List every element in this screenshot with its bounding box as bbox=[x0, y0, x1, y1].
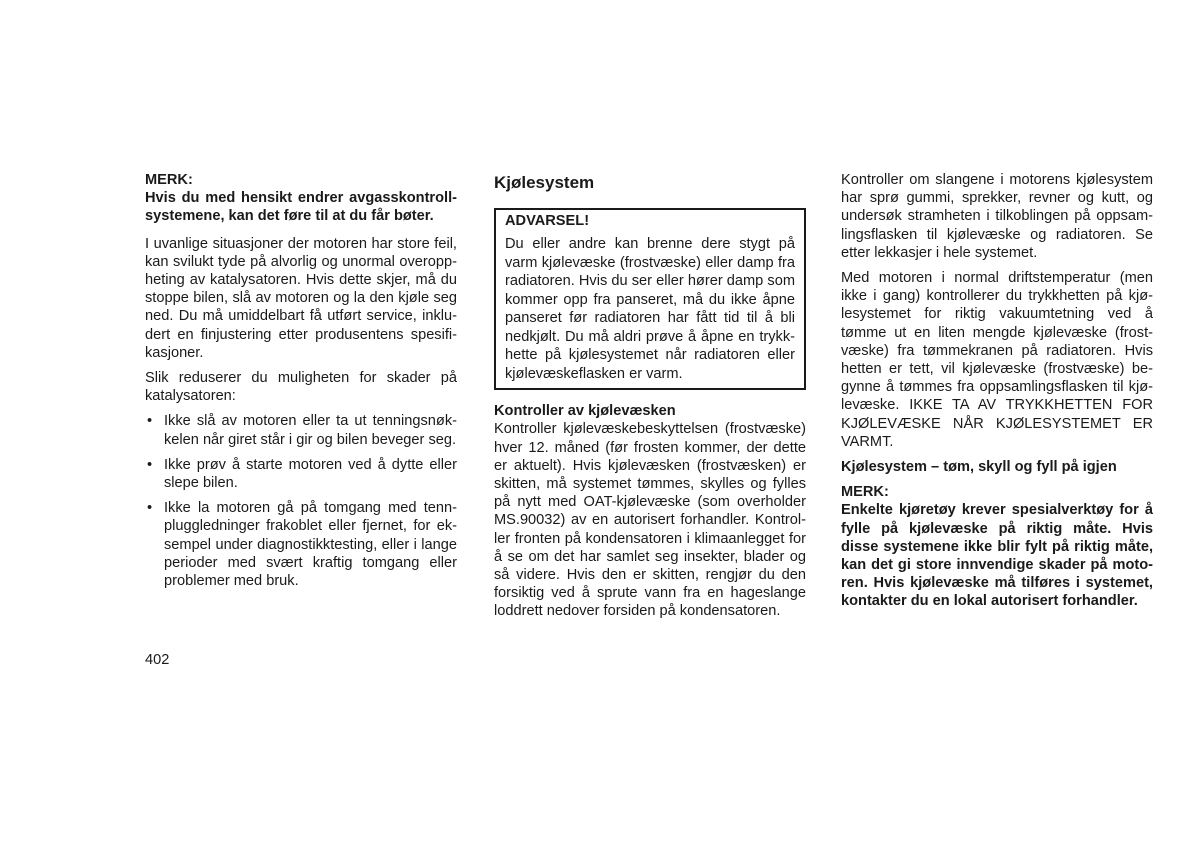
note-text: Enkelte kjøretøy krever spesialverktøy for å fylle på kjølevæske på riktig måte. Hvis disse systemene ikke blir fylt på riktig måte, kan det gi store innvendige skader på moto-ren. Hvis kjølevæske må tilføres i systemet, kontakter du en lokal autorisert forhandler. bbox=[841, 502, 1153, 610]
warning-title: ADVARSEL! bbox=[505, 213, 590, 229]
left-column bbox=[145, 171, 457, 597]
bullet-icon: • bbox=[147, 413, 153, 430]
bullet-text: Ikke prøv å starte motoren ved å dytte eller slepe bilen. bbox=[164, 456, 457, 492]
bullet-icon: • bbox=[147, 500, 153, 517]
section-title: Kjølesystem bbox=[494, 173, 595, 192]
paragraph: I uvanlige situasjoner der motoren har store feil, kan svilukt tyde på alvorlig og unormal overopp-heting av katalysatoren. Hvis dette skjer, må du stoppe bilen, slå av motoren og la den kjøle seg ned. Du må umiddelbart få utført service, inklu-dert en finjustering etter produsentens spesifi-kasjoner. bbox=[145, 235, 457, 361]
bullet-item bbox=[145, 412, 457, 448]
paragraph: Slik reduserer du muligheten for skader på katalysatoren: bbox=[145, 370, 457, 405]
paragraph: Med motoren i normal driftstemperatur (men ikke i gang) kontrollerer du trykkhetten på kjø-lesystemet for riktig vakuumtetning ved å tømme ut en liten mengde kjølevæske (frost-væske) fra tømmekranen på radiatoren. Hvis hetten er tett, vil kjølevæske (frostvæske) be-gynne å tømmes fra oppsamlingsflasken til kjø-levæske. IKKE TA AV TRYKKHETTEN FOR KJØLEVÆSKE NÅR KJØLESYSTEMET ER VARMT. bbox=[841, 270, 1153, 450]
page-number: 402 bbox=[145, 652, 170, 668]
subheading: Kjølesystem – tøm, skyll og fyll på igjen bbox=[841, 459, 1117, 476]
paragraph: Kontroller om slangene i motorens kjølesystem har sprø gummi, sprekker, revner og kutt, og undersøk stramheten i tilkoblingen på oppsam-lingsflasken til kjølevæske og radiatoren. Se etter lekkasjer i hele systemet. bbox=[841, 172, 1153, 261]
bullet-text: Ikke la motoren gå på tomgang med tenn-pluggledninger frakoblet eller fjernet, for ek-sempel under diagnostikktesting, eller i lange perioder med svært kraftig tomgang eller problemer med bruk. bbox=[164, 500, 457, 590]
warning-text: Du eller andre kan brenne dere stygt på varm kjølevæske (frostvæske) eller damp fra radiatoren. Hvis du ser eller hører damp som kommer opp fra panseret, må du ikke åpne panseret før radiatoren har fått tid til å bli nedkjølt. Du må aldri prøve å åpne en trykk-hette på kjølesystemet når radiatoren eller kjølevæskeflasken er varm. bbox=[505, 236, 795, 382]
note-text: Hvis du med hensikt endrer avgasskontroll-systemene, kan det føre til at du får bøter. bbox=[145, 190, 457, 225]
bullet-list bbox=[145, 412, 457, 590]
middle-column bbox=[494, 171, 806, 628]
bullet-item bbox=[145, 499, 457, 590]
subheading: Kontroller av kjølevæsken bbox=[494, 403, 676, 420]
warning-box bbox=[494, 208, 806, 390]
paragraph: Kontroller kjølevæskebeskyttelsen (frostvæske) hver 12. måned (før frosten kommer, der dette er aktuelt). Hvis kjølevæsken (frostvæsken) er skitten, må systemet tømmes, skylles og fylles på nytt med OAT-kjølevæske (som overholder MS.90032) av en autorisert forhandler. Kontrol-ler fronten på kondensatoren i klimaanlegget for å se om det har samlet seg insekter, blader og så videre. Hvis den er skitten, rengjør du den forsiktig ved å sprute vann fra en hageslange loddrett nedover forsiden på kondensatoren. bbox=[494, 421, 806, 620]
right-column bbox=[841, 171, 1153, 620]
note-label: MERK: bbox=[841, 484, 889, 501]
bullet-item bbox=[145, 456, 457, 492]
bullet-icon: • bbox=[147, 456, 153, 473]
note-label: MERK: bbox=[145, 172, 193, 188]
bullet-text: Ikke slå av motoren eller ta ut tenningsnøk-kelen når giret står i gir og bilen beveger seg. bbox=[164, 413, 457, 448]
